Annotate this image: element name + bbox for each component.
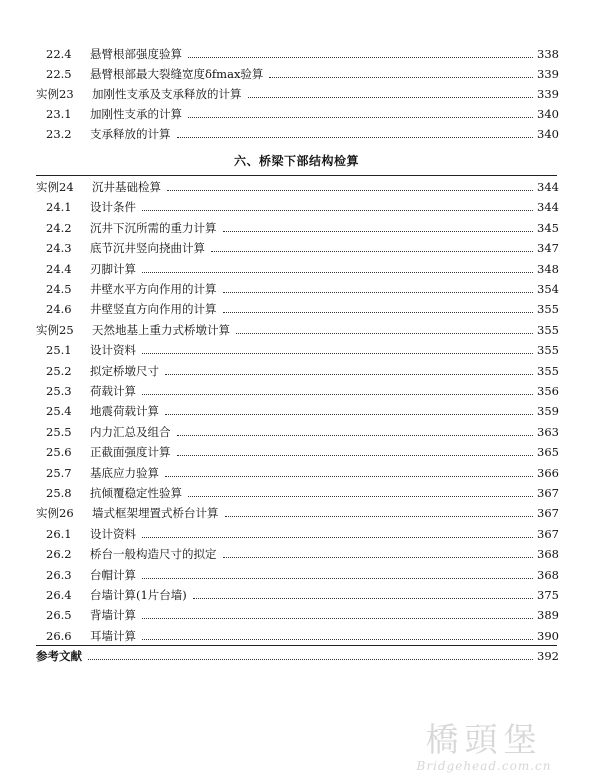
toc-entry-row: [0, 340, 593, 360]
toc-entry-title: 加刚性支承的计算: [90, 104, 184, 124]
toc-entry-title: 正截面强度计算: [90, 442, 173, 462]
toc-entry-page: 359: [533, 401, 559, 421]
toc-chapter-row: [0, 177, 593, 197]
toc-entry-page: 338: [533, 44, 559, 64]
toc-entry-row: [0, 299, 593, 319]
toc-entry-title: 支承释放的计算: [90, 124, 173, 144]
toc-entry-number: 实例26: [36, 506, 74, 521]
toc-entry-title: 台帽计算: [90, 565, 138, 585]
toc-entry-row: [0, 381, 593, 401]
toc-entry-row: [0, 463, 593, 483]
section-heading: 六、桥梁下部结构检算: [233, 154, 359, 168]
toc-entry-page: 365: [533, 442, 559, 462]
toc-entry-number: 实例23: [36, 87, 74, 101]
toc-entry-row: [0, 442, 593, 462]
toc-entry-number: 22.4: [46, 47, 72, 61]
toc-entry-number: 24.6: [46, 302, 72, 317]
section-rule-top: [36, 175, 557, 176]
toc-entry-page: 375: [533, 585, 559, 605]
toc-entry-number: 26.6: [46, 628, 72, 643]
toc-entry-page: 340: [533, 124, 559, 144]
toc-entry-title: 基底应力验算: [90, 463, 161, 483]
toc-entry-page: 355: [533, 320, 559, 340]
toc-entry-number: 26.1: [46, 526, 72, 541]
toc-entry-title: 设计条件: [90, 197, 138, 217]
toc-entry-row: [0, 646, 593, 666]
toc-entry-page: 340: [533, 104, 559, 124]
toc-entry-title: 井壁竖直方向作用的计算: [90, 299, 219, 319]
dot-leader: [225, 516, 557, 517]
toc-entry-number: 24.5: [46, 282, 72, 296]
dot-leader: [177, 455, 557, 456]
toc-entry-title: 悬臂根部强度验算: [90, 44, 184, 64]
toc-entry-page: 344: [533, 197, 559, 217]
toc-entry-number: 23.1: [46, 107, 72, 121]
watermark-site: Bridgehead.com.cn: [416, 759, 552, 773]
toc-entry-number: 实例24: [36, 180, 74, 194]
dot-leader: [177, 435, 557, 436]
toc-entry-row: [0, 401, 593, 421]
toc-entry-row: [0, 544, 593, 564]
dot-leader: [142, 639, 557, 640]
toc-entry-title: 台墙计算(1片台墙): [90, 585, 189, 605]
toc-entry-page: 367: [533, 483, 559, 503]
toc-entry-number: 26.2: [46, 547, 72, 562]
toc-entry-row: [0, 197, 593, 217]
dot-leader: [188, 57, 557, 58]
dot-leader: [223, 292, 557, 293]
toc-entry-number: 23.2: [46, 127, 72, 141]
toc-entry-number: 25.1: [46, 343, 72, 358]
toc-entry-number: 实例25: [36, 322, 74, 337]
toc-entry-row: [0, 565, 593, 585]
toc-entry-page: 355: [533, 361, 559, 381]
toc-entry-row: [0, 104, 593, 124]
toc-entry-row: [0, 44, 593, 64]
dot-leader: [223, 312, 557, 313]
dot-leader: [177, 137, 557, 138]
toc-entry-row: [0, 259, 593, 279]
toc-entry-page: 367: [533, 503, 559, 523]
toc-entry-number: 24.2: [46, 220, 72, 235]
toc-entry-title: 沉井下沉所需的重力计算: [90, 218, 219, 238]
dot-leader: [188, 117, 557, 118]
watermark: [399, 721, 569, 773]
toc-entry-title: 底节沉井竖向挠曲计算: [90, 238, 207, 258]
dot-leader: [193, 598, 557, 599]
dot-leader: [142, 537, 557, 538]
toc-entry-number: 24.4: [46, 261, 72, 276]
toc-entry-number: 25.5: [46, 424, 72, 439]
dot-leader: [142, 618, 557, 619]
dot-leader: [142, 353, 557, 354]
toc-entry-number: 22.5: [46, 67, 72, 81]
dot-leader: [248, 97, 557, 98]
toc-entry-number: 26.4: [46, 588, 72, 602]
toc-entry-title: 沉井基础检算: [92, 177, 163, 197]
toc-entry-number: 25.6: [46, 445, 72, 460]
toc-entry-title: 内力汇总及组合: [90, 422, 173, 442]
toc-entry-row: [0, 218, 593, 238]
toc-entry-title: 桥台一般构造尺寸的拟定: [90, 544, 219, 564]
toc-entry-page: 366: [533, 463, 559, 483]
toc-entry-page: 344: [533, 177, 559, 197]
dot-leader: [236, 333, 557, 334]
toc-entry-row: [0, 124, 593, 144]
toc-entry-page: 367: [533, 524, 559, 544]
toc-entry-number: 25.8: [46, 486, 72, 500]
watermark-logo: 橋頭堡: [425, 720, 543, 759]
dot-leader: [88, 659, 557, 660]
toc-entry-row: [0, 279, 593, 299]
toc-entry-page: 355: [533, 340, 559, 360]
toc-entry-page: 389: [533, 605, 559, 625]
toc-entry-number: 25.7: [46, 465, 72, 480]
toc-entry-number: 26.3: [46, 567, 72, 582]
toc-entry-title: 刃脚计算: [90, 259, 138, 279]
dot-leader: [142, 394, 557, 395]
toc-entry-row: [0, 483, 593, 503]
toc-entry-title: 天然地基上重力式桥墩计算: [92, 320, 232, 340]
dot-leader: [188, 496, 557, 497]
dot-leader: [211, 251, 557, 252]
dot-leader: [165, 476, 557, 477]
toc-entry-title: 背墙计算: [90, 605, 138, 625]
toc-entry-title: 井壁水平方向作用的计算: [90, 279, 219, 299]
toc-entry-row: [0, 64, 593, 84]
dot-leader: [223, 557, 557, 558]
dot-leader: [142, 272, 557, 273]
toc-entry-title: 耳墙计算: [90, 626, 138, 646]
toc-entry-title: 参考文献: [36, 646, 84, 666]
dot-leader: [165, 414, 557, 415]
dot-leader: [165, 374, 557, 375]
toc-entry-page: 345: [533, 218, 559, 238]
toc-entry-title: 设计资料: [90, 340, 138, 360]
toc-entry-row: [0, 361, 593, 381]
dot-leader: [142, 210, 557, 211]
toc-entry-title: 拟定桥墩尺寸: [90, 361, 161, 381]
toc-entry-page: 339: [533, 84, 559, 104]
toc-entry-page: 368: [533, 565, 559, 585]
toc-entry-title: 加刚性支承及支承释放的计算: [92, 84, 244, 104]
toc-entry-number: 24.1: [46, 200, 72, 215]
dot-leader: [167, 190, 557, 191]
toc-entry-title: 荷载计算: [90, 381, 138, 401]
toc-entry-page: 390: [533, 626, 559, 646]
toc-entry-page: 339: [533, 64, 559, 84]
toc-entry-row: [0, 524, 593, 544]
toc-entry-row: [0, 605, 593, 625]
dot-leader: [142, 578, 557, 579]
toc-entry-page: 347: [533, 238, 559, 258]
toc-entry-page: 348: [533, 259, 559, 279]
section-rule-bottom: [36, 645, 557, 646]
toc-chapter-row: [0, 84, 593, 104]
toc-entry-title: 墙式框架埋置式桥台计算: [92, 503, 221, 523]
toc-entry-page: 355: [533, 299, 559, 319]
dot-leader: [269, 77, 557, 78]
toc-entry-number: 26.5: [46, 608, 72, 623]
toc-entry-row: [0, 626, 593, 646]
dot-leader: [223, 231, 557, 232]
toc-chapter-row: [0, 320, 593, 340]
toc-entry-title: 抗倾覆稳定性验算: [90, 483, 184, 503]
toc-entry-row: [0, 238, 593, 258]
toc-entry-number: 24.3: [46, 241, 72, 256]
toc-chapter-row: [0, 503, 593, 523]
toc-entry-number: 25.4: [46, 404, 72, 419]
toc-entry-page: 363: [533, 422, 559, 442]
toc-entry-row: [0, 422, 593, 442]
toc-entry-title: 地震荷载计算: [90, 401, 161, 421]
toc-entry-number: 25.3: [46, 384, 72, 398]
toc-entry-page: 368: [533, 544, 559, 564]
toc-entry-row: [0, 585, 593, 605]
toc-entry-title: 设计资料: [90, 524, 138, 544]
toc-entry-title: 悬臂根部最大裂缝宽度δfmax验算: [90, 64, 265, 84]
toc-entry-number: 25.2: [46, 363, 72, 378]
toc-entry-page: 354: [533, 279, 559, 299]
toc-entry-page: 356: [533, 381, 559, 401]
toc-entry-page: 392: [533, 646, 559, 666]
